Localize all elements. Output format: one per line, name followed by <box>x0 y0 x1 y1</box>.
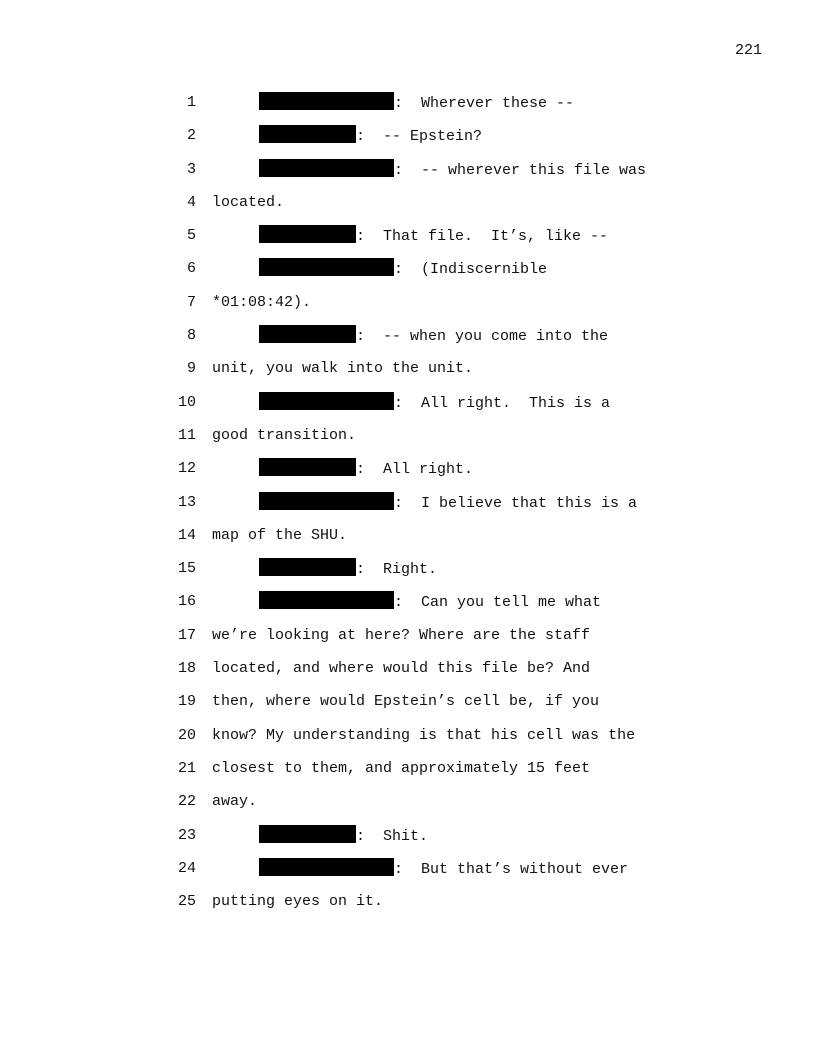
transcript-line <box>0 891 816 924</box>
line-text: : -- wherever this file was <box>394 161 647 179</box>
line-text: putting eyes on it. <box>212 893 384 911</box>
line-number: 23 <box>177 826 196 844</box>
line-number: 8 <box>186 327 196 345</box>
redacted-speaker-name <box>259 125 356 143</box>
transcript-line <box>0 392 816 425</box>
line-text: located. <box>212 193 285 211</box>
speaker-line <box>259 492 637 515</box>
transcript-line <box>0 758 816 791</box>
transcript-line <box>0 791 816 824</box>
line-number: 21 <box>177 759 196 777</box>
speaker-line <box>259 392 610 415</box>
line-number: 25 <box>177 893 196 911</box>
transcript-line <box>0 858 816 891</box>
continuation-line <box>212 791 257 813</box>
transcript-line <box>0 358 816 391</box>
line-number: 4 <box>186 193 196 211</box>
line-number: 6 <box>186 260 196 278</box>
line-text: away. <box>212 793 258 811</box>
transcript-line <box>0 558 816 591</box>
continuation-line <box>212 758 590 780</box>
transcript-line <box>0 92 816 125</box>
line-number: 2 <box>186 127 196 145</box>
transcript-body <box>0 92 816 924</box>
continuation-line <box>212 725 635 747</box>
transcript-line <box>0 125 816 158</box>
redacted-speaker-name <box>259 225 356 243</box>
transcript-line <box>0 192 816 225</box>
speaker-line <box>259 258 547 281</box>
transcript-line <box>0 258 816 291</box>
line-number: 20 <box>177 726 196 744</box>
speaker-line <box>259 458 473 481</box>
line-text: we’re looking at here? Where are the staff <box>212 626 591 644</box>
line-number: 18 <box>177 660 196 678</box>
continuation-line <box>212 891 383 913</box>
line-text: located, and where would this file be? And <box>212 660 591 678</box>
speaker-line <box>259 92 574 115</box>
redacted-speaker-name <box>259 591 394 609</box>
speaker-line <box>259 858 628 881</box>
transcript-line <box>0 658 816 691</box>
continuation-line <box>212 425 356 447</box>
line-number: 9 <box>186 360 196 378</box>
line-text: : That file. It’s, like -- <box>356 228 609 246</box>
redacted-speaker-name <box>259 92 394 110</box>
line-text: good transition. <box>212 426 357 444</box>
transcript-line <box>0 725 816 758</box>
redacted-speaker-name <box>259 258 394 276</box>
line-number: 17 <box>177 626 196 644</box>
line-number: 22 <box>177 793 196 811</box>
line-text: : Shit. <box>356 827 429 845</box>
line-text: : But that’s without ever <box>394 860 629 878</box>
line-number: 1 <box>186 94 196 111</box>
line-number: 12 <box>177 460 196 478</box>
speaker-line <box>259 325 608 348</box>
redacted-speaker-name <box>259 392 394 410</box>
continuation-line <box>212 525 347 547</box>
redacted-speaker-name <box>259 825 356 843</box>
line-text: then, where would Epstein’s cell be, if you <box>212 693 600 711</box>
line-text: : Wherever these -- <box>394 95 575 112</box>
line-text: : I believe that this is a <box>394 494 638 512</box>
transcript-line <box>0 458 816 491</box>
continuation-line <box>212 658 590 680</box>
line-text: know? My understanding is that his cell was the <box>212 726 636 744</box>
continuation-line <box>212 625 590 647</box>
speaker-line <box>259 558 437 581</box>
transcript-line <box>0 691 816 724</box>
redacted-speaker-name <box>259 558 356 576</box>
line-text: : -- when you come into the <box>356 328 609 346</box>
line-text: : (Indiscernible <box>394 261 548 279</box>
continuation-line <box>212 358 473 380</box>
line-text: : All right. <box>356 461 474 479</box>
continuation-line <box>212 691 599 713</box>
transcript-line <box>0 525 816 558</box>
speaker-line <box>259 225 608 248</box>
continuation-line <box>212 192 284 214</box>
redacted-speaker-name <box>259 325 356 343</box>
line-text: : Right. <box>356 561 438 579</box>
line-number: 14 <box>177 526 196 544</box>
line-number: 19 <box>177 693 196 711</box>
line-number: 5 <box>186 227 196 245</box>
line-text: : -- Epstein? <box>356 128 483 146</box>
line-number: 15 <box>177 560 196 578</box>
transcript-line <box>0 425 816 458</box>
line-number: 7 <box>186 293 196 311</box>
line-number: 24 <box>177 859 196 877</box>
transcript-line <box>0 292 816 325</box>
transcript-line <box>0 825 816 858</box>
transcript-line <box>0 625 816 658</box>
line-number: 11 <box>177 426 196 444</box>
line-text: *01:08:42). <box>212 293 312 311</box>
speaker-line <box>259 125 482 148</box>
redacted-speaker-name <box>259 159 394 177</box>
redacted-speaker-name <box>259 492 394 510</box>
continuation-line <box>212 292 311 314</box>
transcript-line <box>0 225 816 258</box>
speaker-line <box>259 159 646 182</box>
line-number: 16 <box>177 593 196 611</box>
line-text: : Can you tell me what <box>394 594 602 612</box>
line-number: 10 <box>177 393 196 411</box>
line-text: map of the SHU. <box>212 526 348 544</box>
line-number: 3 <box>186 160 196 178</box>
page-number: 221 <box>734 42 762 59</box>
transcript-line <box>0 492 816 525</box>
line-text: closest to them, and approximately 15 feet <box>212 759 591 777</box>
line-number: 13 <box>177 493 196 511</box>
speaker-line <box>259 825 428 848</box>
transcript-line <box>0 159 816 192</box>
speaker-line <box>259 591 601 614</box>
line-text: : All right. This is a <box>394 394 611 412</box>
transcript-line <box>0 325 816 358</box>
line-text: unit, you walk into the unit. <box>212 360 474 378</box>
transcript-line <box>0 591 816 624</box>
redacted-speaker-name <box>259 458 356 476</box>
redacted-speaker-name <box>259 858 394 876</box>
